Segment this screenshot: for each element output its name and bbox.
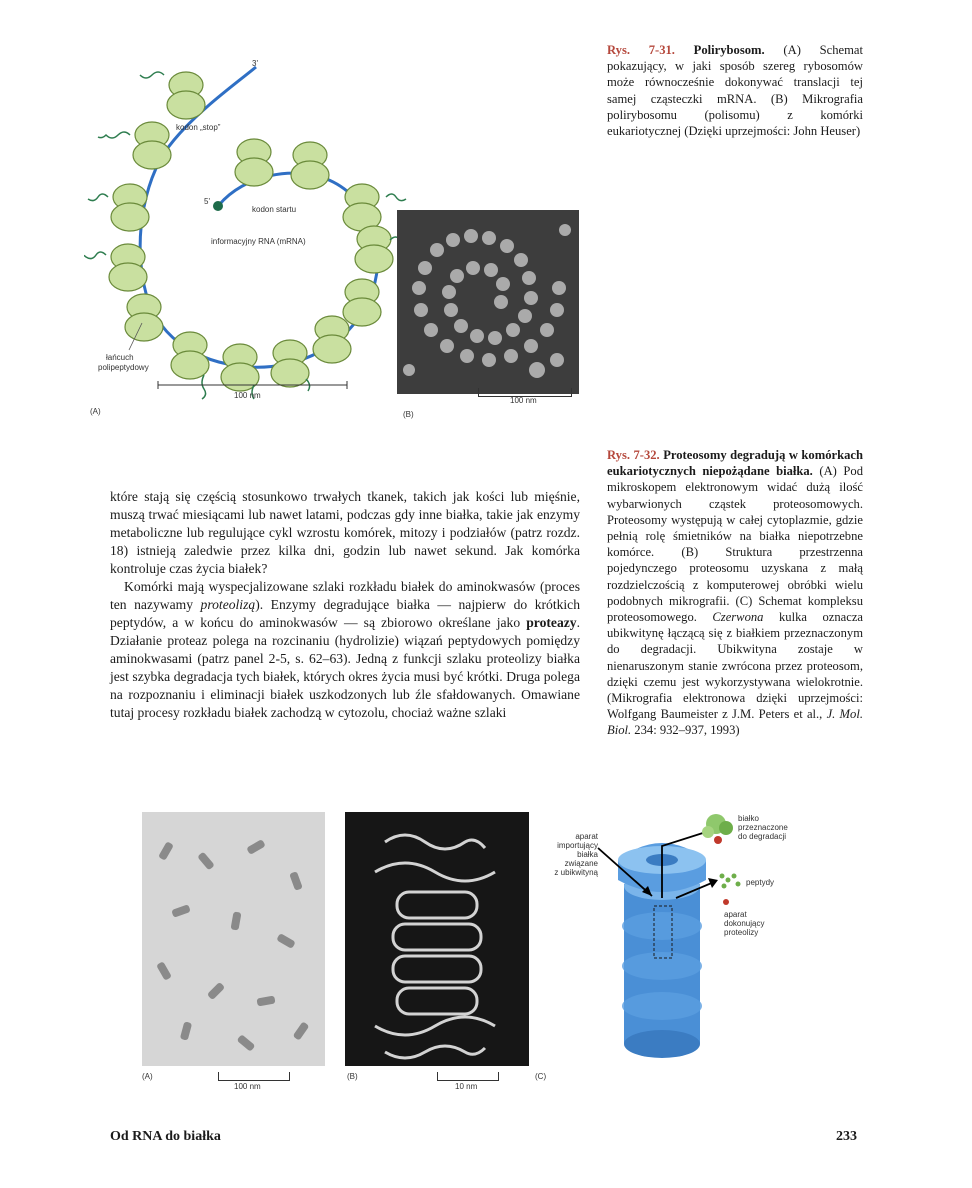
five-prime-cap (213, 201, 223, 211)
label-chain-line2: polipeptydowy (98, 363, 149, 372)
fig731-micrograph (397, 210, 579, 394)
import-line-5: z ubikwityną (554, 868, 598, 877)
label-three-prime: 3' (252, 59, 258, 68)
proteosome-3d-map (345, 812, 529, 1066)
import-line-1: aparat (575, 832, 598, 841)
label-scale-a: 100 nm (234, 391, 261, 400)
fig731-title: Polirybosom. (693, 43, 765, 57)
label-stop-codon: kodon „stop” (176, 123, 221, 132)
paragraph-2 (110, 578, 580, 722)
label-732-scale-b: 10 nm (455, 1082, 478, 1091)
fig732-scale-a (218, 1072, 290, 1081)
label-peptides: peptydy (746, 878, 775, 887)
target-protein-icon (702, 814, 733, 844)
page-number: 233 (836, 1129, 857, 1144)
fig732-title: Proteosomy degradują w komórkach eukariotycznych niepożądane białka. (607, 448, 863, 479)
fig732-text-2: kulka oznacza ubikwitynę łączącą się z białkiem przeznaczonym do degradacji. Ubikwityna zostaje w nienaruszonym stanie zwrócona przez proteosom, dzięki czemu jest wykorzystywana wielokrotnie. (Mikrografia elektronowa dzięki uprzejmości: Wolfgang Baumeister z J.M. Peters et al., (607, 610, 863, 722)
paragraph-2-part-a: Komórki mają wyspecjalizowane szlaki rozkładu białek do aminokwasów (proces ten nazywamy (110, 579, 580, 612)
fig732-micrograph-a (142, 812, 325, 1066)
paragraph-2-part-c: . Działanie proteaz polega na rozcinaniu (hydrolizie) wiązań peptydowych pomiędzy aminokwasami (patrz panel 2-5, s. 62–63). Jedną z funkcji szlaku proteolizy białka jest szybka degradacja tych białek, których okres życia musi być krótki. Druga polega na rozpoznaniu i eliminacji białek uszkodzonych lub źle sfałdowanych. Omawiane tutaj procesy rozkładu białek zachodzą w cytozolu, chociaż ważne szlaki (110, 615, 580, 720)
fig731-caption (607, 42, 863, 139)
proteosome-particles-micrograph (142, 812, 325, 1066)
fig732-schematic-c (528, 806, 828, 1068)
import-line-4: związane (564, 859, 598, 868)
peptides-icon (720, 874, 741, 889)
ribosomes (109, 72, 393, 391)
label-five-prime: 5' (204, 197, 210, 206)
polysome-micrograph (397, 210, 579, 394)
target-line-2: przeznaczone (738, 823, 788, 832)
term-proteazy: proteazy (526, 615, 577, 630)
label-chain-line1: łańcuch (106, 353, 134, 362)
label-degrading-apparatus (724, 910, 764, 937)
import-line-3: białka (577, 850, 598, 859)
label-mrna: informacyjny RNA (mRNA) (211, 237, 306, 246)
label-732-panel-c: (C) (535, 1072, 547, 1081)
label-panel-b: (B) (403, 410, 414, 419)
label-732-scale-a: 100 nm (234, 1082, 261, 1091)
fig731-text: (A) Schemat pokazujący, w jaki sposób szereg rybosomów może równocześnie dokonywać translacji tej samej cząsteczki mRNA. (B) Mikrografia polirybosomu (polisomu) z komórki eukariotycznej (Dzięki uprzejmości: John Heuser) (607, 43, 863, 139)
paragraph-1: które stają się częścią stosunkowo trwałych tkanek, takich jak kości lub mięśnie, muszą trwać miesiącami lub nawet latami, podczas gdy inne białka, takie jak enzymy metaboliczne lub regulujące cykl wzrostu komórek, mitozy i podziałów (patrz rozdz. 18) istnieją zaledwie przez kilka dni, godzin lub nawet sekund. Jak komórka kontroluje czas życia białek? (110, 489, 580, 576)
fig732-reconstruction-b (345, 812, 529, 1066)
footer-chapter-title: Od RNA do białka (110, 1129, 221, 1144)
fig732-text-1: (A) Pod mikroskopem elektronowym widać dużą ilość wybarwionych cząstek proteosomowych. Proteosomy występują w całej cytoplazmie, gdzie pełnią rolę śmietników na białka niepotrzebne komórce. (B) Struktura przestrzenna pojedynczego proteosomu uzyskana z małą rozdzielczością z komputerowej obróbki wielu podobnych mikrografii. (C) Schemat kompleksu proteosomowego. (607, 464, 863, 625)
ubiquitin-icon (723, 899, 729, 905)
fig732-scale-b (437, 1072, 499, 1081)
target-line-3: do degradacji (738, 832, 787, 841)
fig732-number: Rys. 7-32. (607, 448, 660, 462)
fig732-caption (607, 447, 863, 739)
main-body-text (110, 488, 580, 722)
label-start-codon: kodon startu (252, 205, 297, 214)
label-panel-a: (A) (90, 407, 101, 416)
deg-line-3: proteolizy (724, 928, 759, 937)
label-import-apparatus (532, 832, 598, 877)
fig732-em-czerwona: Czerwona (712, 610, 764, 625)
label-732-panel-b: (B) (347, 1072, 358, 1081)
label-scale-b: 100 nm (510, 396, 537, 405)
fig732-journal: J. Mol. Biol. (607, 707, 863, 738)
import-line-2: importujący (557, 841, 598, 850)
fig731-number: Rys. 7-31. (607, 43, 675, 57)
paragraph-2-part-b: ). Enzymy degradujące białka — najpierw do krótkich peptydów, a w końcu do aminokwasów — są zbiorowo określane jako (110, 597, 580, 630)
label-target-protein (738, 814, 788, 841)
term-proteoliza: proteolizą (200, 597, 256, 612)
target-line-1: białko (738, 814, 759, 823)
fig732-text-3: 234: 932–937, 1993) (634, 723, 740, 738)
deg-line-1: aparat (724, 910, 747, 919)
fig731-panel-a (84, 55, 414, 425)
deg-line-2: dokonujący (724, 919, 765, 928)
label-732-panel-a: (A) (142, 1072, 153, 1081)
